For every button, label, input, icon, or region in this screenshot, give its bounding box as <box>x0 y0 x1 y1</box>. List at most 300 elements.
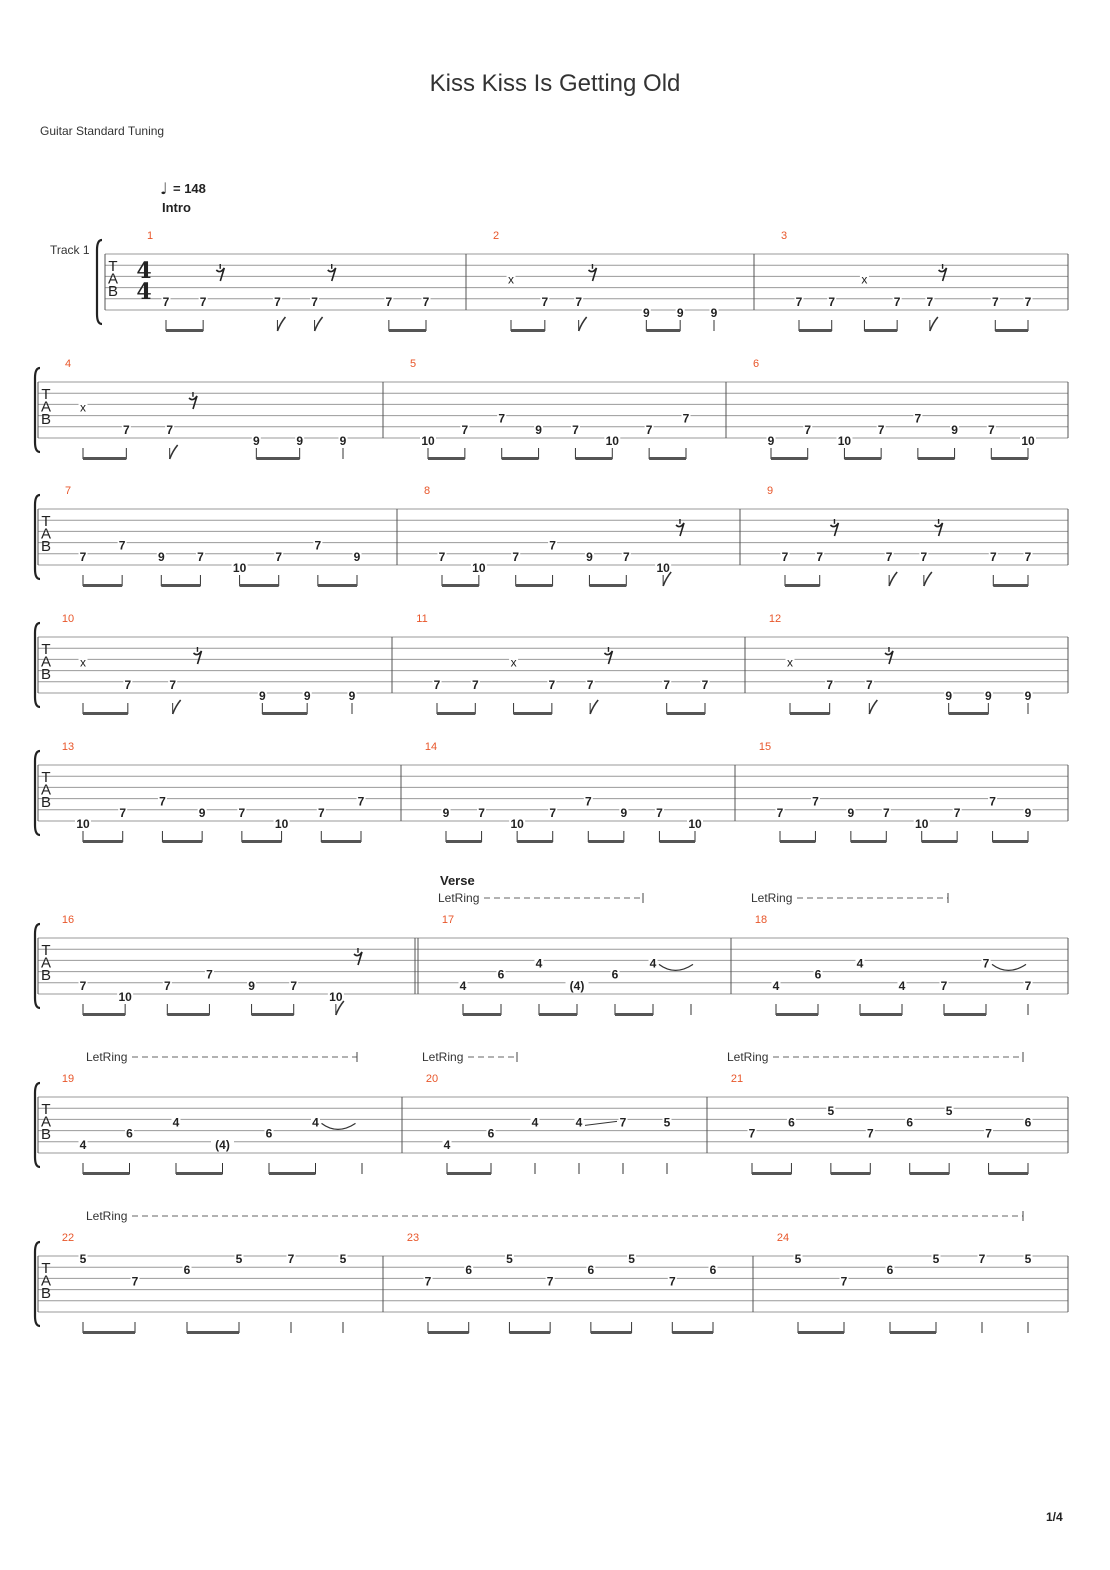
fret-number: 4 <box>575 1115 583 1130</box>
fret-number: 7 <box>549 805 557 820</box>
beam <box>437 712 475 715</box>
fret-number: 7 <box>668 1274 676 1289</box>
fret-number: 7 <box>816 549 824 564</box>
fret-number: 10 <box>329 990 343 1004</box>
fret-number: 9 <box>1024 805 1032 820</box>
fret-number: 7 <box>991 294 999 309</box>
tab-clef-letter: A <box>40 525 52 543</box>
fret-number: 5 <box>945 1104 953 1119</box>
fret-number: 9 <box>847 805 855 820</box>
fret-number: 7 <box>622 549 630 564</box>
fret-number: 9 <box>1024 689 1032 703</box>
eighth-rest: ' <box>195 644 200 665</box>
beam <box>83 1331 135 1334</box>
fret-number: 5 <box>827 1104 835 1119</box>
fret-number: 4 <box>459 978 467 993</box>
fret-number: 9 <box>951 422 958 437</box>
tempo-note-icon: ♩ <box>160 179 168 198</box>
fret-number: 7 <box>122 422 130 437</box>
tab-clef-letter: B <box>40 411 52 428</box>
fret-number: 7 <box>290 978 298 993</box>
beam <box>589 584 626 587</box>
let-ring-label: LetRing <box>438 891 480 905</box>
let-ring-label: LetRing <box>727 1050 769 1064</box>
beam <box>995 329 1028 332</box>
beam <box>989 1172 1028 1175</box>
fret-number: 6 <box>1024 1115 1032 1130</box>
fret-number: 9 <box>348 689 356 703</box>
fret-number: 10 <box>274 817 289 831</box>
fret-number: 10 <box>232 561 247 575</box>
fret-number: 6 <box>465 1263 473 1278</box>
fret-number: 4 <box>772 978 780 993</box>
fret-number: 7 <box>865 677 873 692</box>
fret-number: 7 <box>682 411 690 426</box>
beam <box>446 840 482 843</box>
fret-number: 7 <box>826 677 834 692</box>
fret-number: 7 <box>575 294 583 309</box>
fret-number: 7 <box>877 422 885 437</box>
fret-number: 5 <box>628 1252 635 1266</box>
tab-clef-letter: A <box>40 653 52 671</box>
fret-number: 7 <box>866 1126 874 1141</box>
fret-number: 4 <box>898 978 906 993</box>
fret-number: 7 <box>79 978 87 993</box>
beam <box>240 584 279 587</box>
beam <box>83 584 122 587</box>
tempo-marking: = 148 <box>173 181 206 196</box>
flag <box>869 700 877 714</box>
fret-number: 7 <box>131 1274 139 1289</box>
beam <box>918 457 955 460</box>
fret-number: 7 <box>159 794 166 809</box>
beam <box>922 840 957 843</box>
fret-number: 7 <box>314 538 322 553</box>
eighth-rest: ' <box>605 644 611 665</box>
fret-number: 6 <box>487 1126 495 1141</box>
fret-number: 10 <box>1021 434 1035 448</box>
eighth-rest: ' <box>886 644 892 665</box>
fret-number: 6 <box>709 1263 717 1278</box>
beam <box>162 840 202 843</box>
tab-clef-letter: B <box>40 1126 52 1143</box>
fret-number: 7 <box>118 538 126 553</box>
time-signature-numerator: 4 <box>136 258 152 284</box>
beam <box>949 712 989 715</box>
tab-clef-letter: T <box>41 769 51 786</box>
fret-number: 10 <box>118 990 132 1004</box>
beam <box>502 457 539 460</box>
fret-number: 7 <box>471 677 479 692</box>
beam <box>83 457 126 460</box>
fret-number: 7 <box>795 294 803 309</box>
fret-number: 7 <box>124 677 132 692</box>
dead-note: x <box>787 655 793 670</box>
tab-clef-letter: B <box>107 283 119 300</box>
beam <box>83 1013 125 1016</box>
fret-number: 10 <box>915 817 929 831</box>
beam <box>752 1172 791 1175</box>
tab-clef-letter: T <box>108 258 118 275</box>
fret-number: 7 <box>197 549 204 564</box>
fret-number: 7 <box>586 677 594 692</box>
fret-number: 9 <box>676 306 684 320</box>
dead-note: x <box>510 655 517 670</box>
measure-number: 11 <box>416 613 428 625</box>
flag <box>930 317 938 331</box>
fret-number: 5 <box>79 1252 87 1266</box>
fret-number: (4) <box>215 1137 230 1152</box>
beam <box>667 712 705 715</box>
fret-number: 7 <box>512 549 520 564</box>
beam <box>991 457 1028 460</box>
beam <box>539 1013 577 1016</box>
tab-clef-letter: T <box>41 386 51 403</box>
fret-number: 10 <box>472 561 486 575</box>
fret-number: 10 <box>510 817 524 831</box>
fret-number: 7 <box>840 1274 848 1289</box>
fret-number: 9 <box>157 549 165 564</box>
fret-number: 6 <box>886 1263 894 1278</box>
fret-number: 4 <box>531 1115 539 1130</box>
beam <box>910 1172 949 1175</box>
beam <box>672 1331 713 1334</box>
fret-number: 9 <box>642 306 650 320</box>
fret-number: 7 <box>549 538 556 553</box>
fret-number: 7 <box>169 677 177 692</box>
beam <box>785 584 820 587</box>
fret-number: 10 <box>605 434 619 448</box>
fret-number: 9 <box>984 689 992 703</box>
measure-number: 7 <box>64 485 72 497</box>
tie <box>322 1123 356 1129</box>
beam <box>83 1172 130 1175</box>
beam <box>514 712 552 715</box>
beam <box>187 1331 239 1334</box>
fret-number: 7 <box>238 805 246 820</box>
fret-number: 7 <box>572 422 579 437</box>
fret-number: 6 <box>265 1126 273 1141</box>
time-signature-denominator: 4 <box>136 279 152 305</box>
fret-number: 7 <box>989 549 997 564</box>
fret-number: 6 <box>183 1263 191 1278</box>
beam <box>442 584 479 587</box>
fret-number: 7 <box>978 1252 986 1266</box>
fret-number: 7 <box>953 805 961 820</box>
fret-number: 9 <box>248 978 255 993</box>
fret-number: 4 <box>443 1137 451 1152</box>
fret-number: 9 <box>710 306 718 320</box>
fret-number: 6 <box>788 1115 795 1130</box>
beam <box>389 329 426 332</box>
beam <box>588 840 624 843</box>
fret-number: 6 <box>814 967 822 982</box>
fret-number: 7 <box>498 411 506 426</box>
beam <box>798 1331 844 1334</box>
beam <box>993 840 1028 843</box>
measure-number: 12 <box>768 613 782 625</box>
beam <box>864 329 897 332</box>
fret-number: 7 <box>656 805 663 820</box>
fret-number: 5 <box>506 1252 513 1266</box>
fret-number: 7 <box>162 294 170 309</box>
fret-number: 9 <box>620 805 628 820</box>
eighth-rest: ' <box>590 261 595 282</box>
fret-number: 5 <box>339 1252 347 1266</box>
track-name: Track 1 <box>50 243 90 257</box>
section-label-verse: Verse <box>440 873 475 888</box>
beam <box>993 584 1028 587</box>
beam <box>780 840 815 843</box>
eighth-rest: ' <box>940 261 946 282</box>
fret-number: 7 <box>461 422 469 437</box>
beam <box>269 1172 316 1175</box>
fret-number: 7 <box>79 549 87 564</box>
beam <box>428 1331 469 1334</box>
flag <box>579 317 587 331</box>
fret-number: 5 <box>663 1115 671 1130</box>
fret-number: 7 <box>478 805 485 820</box>
measure-number: 4 <box>64 358 72 370</box>
fret-number: 7 <box>317 805 325 820</box>
tab-clef-letter: A <box>107 270 119 288</box>
fret-number: 9 <box>303 689 311 703</box>
fret-number: 7 <box>422 294 430 309</box>
beam <box>659 840 695 843</box>
tuning-label: Guitar Standard Tuning <box>40 124 165 138</box>
fret-number: 9 <box>258 689 266 703</box>
fret-number: 7 <box>274 294 281 309</box>
flag <box>315 317 323 331</box>
tab-clef-letter: A <box>40 781 52 799</box>
fret-number: 7 <box>1024 978 1032 993</box>
beam <box>890 1331 936 1334</box>
beam <box>321 840 361 843</box>
eighth-rest: ' <box>190 389 196 410</box>
beam <box>447 1172 491 1175</box>
tie <box>992 964 1026 970</box>
measure-number: 10 <box>61 613 75 625</box>
page-title: Kiss Kiss Is Getting Old <box>429 70 681 97</box>
let-ring-label: LetRing <box>86 1209 128 1223</box>
tab-clef-letter: B <box>40 967 52 984</box>
slide <box>585 1121 617 1125</box>
fret-number: 5 <box>1024 1252 1032 1266</box>
eighth-rest: ' <box>217 261 223 282</box>
fret-number: 7 <box>914 411 922 426</box>
tab-clef-letter: T <box>41 942 51 959</box>
fret-number: 7 <box>828 294 836 309</box>
fret-number: 9 <box>252 434 260 448</box>
section-label-intro: Intro <box>162 200 191 215</box>
beam <box>83 840 123 843</box>
page-number: 1/4 <box>1046 1510 1063 1524</box>
beam <box>318 584 357 587</box>
fret-number: 9 <box>296 434 304 448</box>
fret-number: 4 <box>172 1115 180 1130</box>
measure-number: 21 <box>730 1073 744 1085</box>
flag <box>924 572 932 586</box>
fret-number: 9 <box>198 805 206 820</box>
tab-clef-letter: A <box>40 398 52 416</box>
fret-number: 6 <box>497 967 505 982</box>
beam <box>161 584 200 587</box>
fret-number: 7 <box>311 294 318 309</box>
fret-number: 7 <box>424 1274 432 1289</box>
fret-number: 4 <box>79 1137 87 1152</box>
flag <box>277 317 285 331</box>
beam <box>262 712 307 715</box>
beam <box>83 712 128 715</box>
fret-number: 7 <box>663 677 671 692</box>
measure-number: 18 <box>754 914 768 926</box>
fret-number: 7 <box>385 294 393 309</box>
fret-number: 7 <box>645 422 653 437</box>
beam <box>167 1013 209 1016</box>
tab-clef-letter: B <box>40 666 52 683</box>
fret-number: 7 <box>206 967 213 982</box>
fret-number: 7 <box>163 978 171 993</box>
flag <box>170 445 178 459</box>
beam <box>166 329 203 332</box>
beam <box>516 584 553 587</box>
flag <box>889 572 897 586</box>
fret-number: 7 <box>119 805 127 820</box>
eighth-rest: ' <box>355 945 361 966</box>
fret-number: 7 <box>776 805 784 820</box>
measure-number: 5 <box>409 358 417 370</box>
flag <box>590 700 598 714</box>
beam <box>591 1331 632 1334</box>
beam <box>252 1013 294 1016</box>
tab-clef-letter: T <box>41 513 51 530</box>
fret-number: 4 <box>649 956 657 971</box>
tab-clef-letter: B <box>40 538 52 555</box>
fret-number: 7 <box>438 549 446 564</box>
measure-number: 3 <box>780 230 788 242</box>
tie <box>659 964 693 970</box>
measure-number: 19 <box>61 1073 75 1085</box>
fret-number: 7 <box>287 1252 295 1266</box>
fret-number: 7 <box>748 1126 756 1141</box>
beam <box>517 840 553 843</box>
measure-number: 6 <box>752 358 760 370</box>
measure-number: 2 <box>492 230 500 242</box>
measure-number: 1 <box>146 230 154 242</box>
fret-number: 7 <box>701 677 709 692</box>
fret-number: 6 <box>126 1126 133 1141</box>
fret-number: 10 <box>837 434 852 448</box>
fret-number: 6 <box>587 1263 595 1278</box>
fret-number: 7 <box>812 794 819 809</box>
fret-number: 6 <box>906 1115 914 1130</box>
staff-brace <box>97 240 102 324</box>
beam <box>615 1013 653 1016</box>
fret-number: 7 <box>920 549 928 564</box>
beam <box>771 457 808 460</box>
fret-number: 7 <box>541 294 549 309</box>
measure-number: 16 <box>61 914 75 926</box>
tab-clef-letter: B <box>40 794 52 811</box>
fret-number: 7 <box>548 677 556 692</box>
flag <box>173 700 181 714</box>
fret-number: 5 <box>794 1252 802 1266</box>
beam <box>799 329 832 332</box>
beam <box>509 1331 550 1334</box>
beam <box>256 457 299 460</box>
fret-number: 9 <box>339 434 347 448</box>
beam <box>242 840 282 843</box>
fret-number: 7 <box>885 549 893 564</box>
beam <box>511 329 545 332</box>
fret-number: 4 <box>535 956 543 971</box>
fret-number: 7 <box>781 549 789 564</box>
measure-number: 23 <box>406 1232 420 1244</box>
beam <box>944 1013 986 1016</box>
fret-number: 10 <box>688 817 702 831</box>
fret-number: 7 <box>1024 549 1032 564</box>
beam <box>176 1172 223 1175</box>
fret-number: 7 <box>982 956 990 971</box>
tab-clef-letter: A <box>40 1113 52 1131</box>
measure-number: 22 <box>61 1232 75 1244</box>
fret-number: 9 <box>353 549 361 564</box>
fret-number: 4 <box>856 956 864 971</box>
dead-note: x <box>861 272 868 287</box>
fret-number: 9 <box>767 434 775 448</box>
beam <box>649 457 686 460</box>
beam <box>428 457 465 460</box>
tab-clef-letter: T <box>41 1260 51 1277</box>
fret-number: 7 <box>989 794 996 809</box>
fret-number: 7 <box>1024 294 1032 309</box>
fret-number: 4 <box>312 1115 319 1130</box>
beam <box>790 712 830 715</box>
measure-number: 14 <box>424 741 438 753</box>
fret-number: (4) <box>569 978 585 993</box>
fret-number: 7 <box>199 294 207 309</box>
fret-number: 10 <box>656 561 670 575</box>
let-ring-label: LetRing <box>422 1050 464 1064</box>
measure-number: 17 <box>441 914 455 926</box>
fret-number: 7 <box>985 1126 992 1141</box>
fret-number: 7 <box>893 294 901 309</box>
fret-number: 7 <box>166 422 174 437</box>
measure-number: 13 <box>61 741 75 753</box>
fret-number: 10 <box>76 817 90 831</box>
fret-number: 9 <box>945 689 953 703</box>
measure-number: 15 <box>758 741 772 753</box>
dead-note: x <box>508 272 514 287</box>
fret-number: 10 <box>421 434 435 448</box>
beam <box>575 457 612 460</box>
fret-number: 6 <box>611 967 619 982</box>
dead-note: x <box>80 400 86 415</box>
fret-number: 7 <box>546 1274 554 1289</box>
measure-number: 24 <box>776 1232 790 1244</box>
beam <box>831 1172 870 1175</box>
fret-number: 7 <box>275 549 283 564</box>
let-ring-label: LetRing <box>751 891 793 905</box>
measure-number: 20 <box>425 1073 439 1085</box>
fret-number: 5 <box>932 1252 940 1266</box>
tab-clef-letter: T <box>41 1101 51 1118</box>
beam <box>844 457 881 460</box>
fret-number: 7 <box>357 794 365 809</box>
beam <box>463 1013 501 1016</box>
fret-number: 7 <box>584 794 592 809</box>
tab-clef-letter: A <box>40 1272 52 1290</box>
